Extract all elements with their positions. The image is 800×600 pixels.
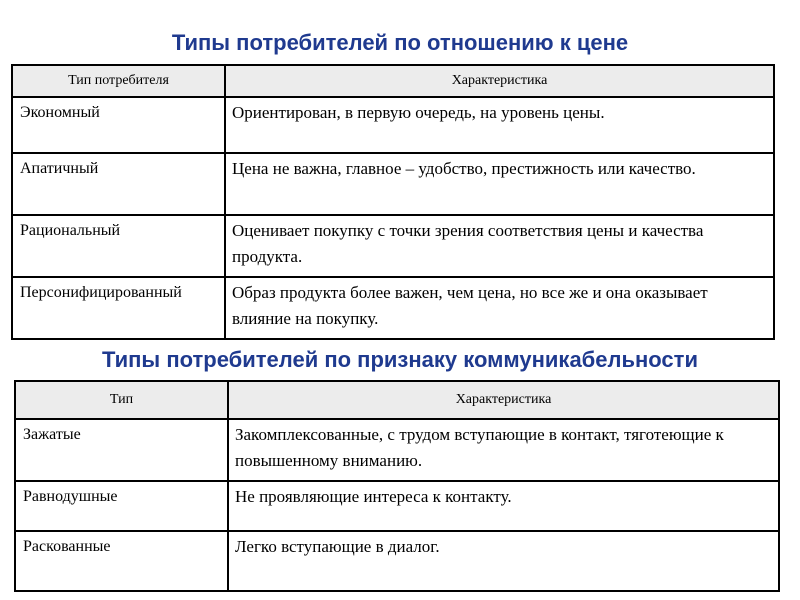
row-type-cell: Зажатые — [15, 419, 228, 481]
row-type-cell: Раскованные — [15, 531, 228, 591]
table-header-row — [15, 381, 779, 419]
price-types-table — [11, 64, 775, 340]
row-type-cell: Экономный — [12, 97, 225, 153]
row-characteristic-cell: Образ продукта более важен, чем цена, но все же и она оказывает влияние на покупку. — [225, 277, 774, 339]
row-characteristic-cell: Оценивает покупку с точки зрения соответствия цены и качества продукта. — [225, 215, 774, 277]
row-characteristic-cell: Закомплексованные, с трудом вступающие в контакт, тяготеющие к повышенному вниманию. — [228, 419, 779, 481]
column-header-type: Тип потребителя — [12, 65, 225, 97]
table-row — [12, 97, 774, 153]
column-header-characteristic: Характеристика — [225, 65, 774, 97]
row-type-cell: Рациональный — [12, 215, 225, 277]
price-types-title: Типы потребителей по отношению к цене — [171, 30, 629, 55]
row-type-cell: Равнодушные — [15, 481, 228, 531]
table-row — [15, 419, 779, 481]
table-header-row — [12, 65, 774, 97]
column-header-type: Тип — [15, 381, 228, 419]
table-row — [12, 215, 774, 277]
table-row — [15, 531, 779, 591]
row-characteristic-cell: Ориентирован, в первую очередь, на уровень цены. — [225, 97, 774, 153]
communication-types-table — [14, 380, 780, 592]
communication-types-title: Типы потребителей по признаку коммуникабельности — [102, 347, 698, 372]
row-characteristic-cell: Цена не важна, главное – удобство, престижность или качество. — [225, 153, 774, 215]
column-header-characteristic: Характеристика — [228, 381, 779, 419]
row-characteristic-cell: Легко вступающие в диалог. — [228, 531, 779, 591]
table-row — [12, 277, 774, 339]
table-row — [15, 481, 779, 531]
row-characteristic-cell: Не проявляющие интереса к контакту. — [228, 481, 779, 531]
table-row — [12, 153, 774, 215]
row-type-cell: Апатичный — [12, 153, 225, 215]
row-type-cell: Персонифицированный — [12, 277, 225, 339]
